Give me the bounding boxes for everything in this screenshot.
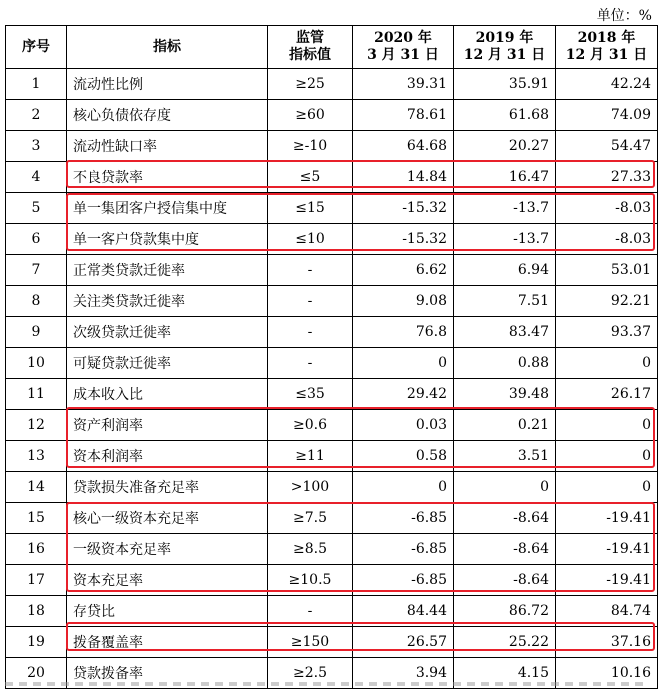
cell-2019: 4.15 — [454, 658, 556, 689]
cell-regulatory: - — [268, 317, 353, 348]
cell-indicator: 资本充足率 — [67, 565, 268, 596]
cell-seq: 13 — [6, 441, 67, 472]
cell-2018: 92.21 — [556, 286, 658, 317]
cell-indicator: 资本利润率 — [67, 441, 268, 472]
cell-2020: -15.32 — [353, 224, 454, 255]
header-2019: 2019 年 12 月 31 日 — [454, 26, 556, 69]
cell-2018: -19.41 — [556, 503, 658, 534]
header-indicator: 指标 — [67, 26, 268, 69]
table-row — [6, 224, 658, 255]
cell-2018: 84.74 — [556, 596, 658, 627]
cell-seq: 2 — [6, 100, 67, 131]
cell-2019: 3.51 — [454, 441, 556, 472]
cell-2019: 0 — [454, 472, 556, 503]
cell-indicator: 次级贷款迁徙率 — [67, 317, 268, 348]
cell-regulatory: ≤5 — [268, 162, 353, 193]
cell-2018: -19.41 — [556, 565, 658, 596]
table-row — [6, 441, 658, 472]
table-row — [6, 596, 658, 627]
cell-2018: 42.24 — [556, 69, 658, 100]
header-regulatory: 监管 指标值 — [268, 26, 353, 69]
table-row — [6, 348, 658, 379]
cell-seq: 18 — [6, 596, 67, 627]
table-row — [6, 472, 658, 503]
cell-regulatory: ≤10 — [268, 224, 353, 255]
cell-2020: -15.32 — [353, 193, 454, 224]
cell-indicator: 流动性缺口率 — [67, 131, 268, 162]
cell-regulatory: ≥8.5 — [268, 534, 353, 565]
cell-2018: 93.37 — [556, 317, 658, 348]
cell-2018: 0 — [556, 410, 658, 441]
cell-2019: 39.48 — [454, 379, 556, 410]
cell-seq: 14 — [6, 472, 67, 503]
cell-seq: 8 — [6, 286, 67, 317]
cell-seq: 12 — [6, 410, 67, 441]
cell-2019: 6.94 — [454, 255, 556, 286]
cell-2020: 0 — [353, 472, 454, 503]
cell-regulatory: - — [268, 255, 353, 286]
cell-2020: -6.85 — [353, 534, 454, 565]
cell-2018: -8.03 — [556, 193, 658, 224]
cell-2019: 20.27 — [454, 131, 556, 162]
cell-regulatory: ≥-10 — [268, 131, 353, 162]
cell-2018: 0 — [556, 441, 658, 472]
cell-seq: 19 — [6, 627, 67, 658]
header-2018: 2018 年 12 月 31 日 — [556, 26, 658, 69]
cell-2018: -19.41 — [556, 534, 658, 565]
cell-regulatory: ≥25 — [268, 69, 353, 100]
cell-2018: 26.17 — [556, 379, 658, 410]
table-row — [6, 162, 658, 193]
cell-2020: 14.84 — [353, 162, 454, 193]
cell-2020: 84.44 — [353, 596, 454, 627]
cell-seq: 7 — [6, 255, 67, 286]
cell-2018: 27.33 — [556, 162, 658, 193]
cell-indicator: 贷款拨备率 — [67, 658, 268, 689]
cell-indicator: 一级资本充足率 — [67, 534, 268, 565]
cell-2019: 0.88 — [454, 348, 556, 379]
cell-2019: 0.21 — [454, 410, 556, 441]
cell-2020: 3.94 — [353, 658, 454, 689]
table-row — [6, 317, 658, 348]
cell-indicator: 正常类贷款迁徙率 — [67, 255, 268, 286]
cell-indicator: 资产利润率 — [67, 410, 268, 441]
cell-2020: 29.42 — [353, 379, 454, 410]
table-row — [6, 286, 658, 317]
cell-2019: 86.72 — [454, 596, 556, 627]
cell-2020: 64.68 — [353, 131, 454, 162]
cell-indicator: 成本收入比 — [67, 379, 268, 410]
cell-2020: 39.31 — [353, 69, 454, 100]
cell-2019: -8.64 — [454, 565, 556, 596]
cell-2018: 74.09 — [556, 100, 658, 131]
cell-regulatory: ≤35 — [268, 379, 353, 410]
cell-2020: 9.08 — [353, 286, 454, 317]
table-row — [6, 565, 658, 596]
page-footer-fragment — [5, 682, 645, 686]
cell-2018: 37.16 — [556, 627, 658, 658]
cell-regulatory: ≥11 — [268, 441, 353, 472]
cell-seq: 6 — [6, 224, 67, 255]
cell-indicator: 不良贷款率 — [67, 162, 268, 193]
cell-regulatory: ≥10.5 — [268, 565, 353, 596]
cell-2019: 16.47 — [454, 162, 556, 193]
table-row — [6, 534, 658, 565]
cell-2018: 0 — [556, 348, 658, 379]
cell-2019: 7.51 — [454, 286, 556, 317]
cell-2020: 78.61 — [353, 100, 454, 131]
cell-indicator: 核心负债依存度 — [67, 100, 268, 131]
cell-2020: 0.58 — [353, 441, 454, 472]
cell-indicator: 单一集团客户授信集中度 — [67, 193, 268, 224]
indicators-table — [5, 25, 658, 689]
cell-2020: 76.8 — [353, 317, 454, 348]
cell-seq: 20 — [6, 658, 67, 689]
cell-indicator: 可疑贷款迁徙率 — [67, 348, 268, 379]
cell-2020: -6.85 — [353, 565, 454, 596]
cell-indicator: 单一客户贷款集中度 — [67, 224, 268, 255]
cell-indicator: 流动性比例 — [67, 69, 268, 100]
header-2020: 2020 年 3 月 31 日 — [353, 26, 454, 69]
cell-2019: -8.64 — [454, 503, 556, 534]
cell-seq: 5 — [6, 193, 67, 224]
cell-seq: 15 — [6, 503, 67, 534]
cell-2018: -8.03 — [556, 224, 658, 255]
table-row — [6, 255, 658, 286]
table-row — [6, 627, 658, 658]
table-row — [6, 193, 658, 224]
cell-2020: 6.62 — [353, 255, 454, 286]
cell-2019: 25.22 — [454, 627, 556, 658]
cell-2019: 61.68 — [454, 100, 556, 131]
cell-regulatory: - — [268, 286, 353, 317]
cell-indicator: 核心一级资本充足率 — [67, 503, 268, 534]
cell-indicator: 贷款损失准备充足率 — [67, 472, 268, 503]
cell-2019: 83.47 — [454, 317, 556, 348]
cell-seq: 10 — [6, 348, 67, 379]
table-row — [6, 379, 658, 410]
unit-label: 单位：% — [596, 8, 652, 24]
cell-regulatory: ≥60 — [268, 100, 353, 131]
header-row — [6, 26, 658, 69]
cell-regulatory: >100 — [268, 472, 353, 503]
cell-seq: 16 — [6, 534, 67, 565]
cell-2018: 54.47 — [556, 131, 658, 162]
cell-seq: 11 — [6, 379, 67, 410]
cell-2019: -13.7 — [454, 224, 556, 255]
cell-2020: 0 — [353, 348, 454, 379]
cell-2018: 10.16 — [556, 658, 658, 689]
cell-2020: 0.03 — [353, 410, 454, 441]
table-row — [6, 410, 658, 441]
table-row — [6, 131, 658, 162]
cell-2018: 53.01 — [556, 255, 658, 286]
cell-regulatory: ≥150 — [268, 627, 353, 658]
cell-seq: 1 — [6, 69, 67, 100]
cell-regulatory: ≥2.5 — [268, 658, 353, 689]
cell-regulatory: ≥0.6 — [268, 410, 353, 441]
cell-regulatory: ≤15 — [268, 193, 353, 224]
cell-regulatory: - — [268, 348, 353, 379]
cell-indicator: 存贷比 — [67, 596, 268, 627]
table-row — [6, 503, 658, 534]
cell-seq: 3 — [6, 131, 67, 162]
cell-regulatory: - — [268, 596, 353, 627]
cell-2019: 35.91 — [454, 69, 556, 100]
table-row — [6, 69, 658, 100]
cell-seq: 4 — [6, 162, 67, 193]
table-row — [6, 100, 658, 131]
cell-regulatory: ≥7.5 — [268, 503, 353, 534]
cell-indicator: 关注类贷款迁徙率 — [67, 286, 268, 317]
cell-2020: 26.57 — [353, 627, 454, 658]
cell-2020: -6.85 — [353, 503, 454, 534]
cell-2018: 0 — [556, 472, 658, 503]
cell-indicator: 拨备覆盖率 — [67, 627, 268, 658]
cell-seq: 9 — [6, 317, 67, 348]
cell-seq: 17 — [6, 565, 67, 596]
header-seq: 序号 — [6, 26, 67, 69]
cell-2019: -13.7 — [454, 193, 556, 224]
cell-2019: -8.64 — [454, 534, 556, 565]
